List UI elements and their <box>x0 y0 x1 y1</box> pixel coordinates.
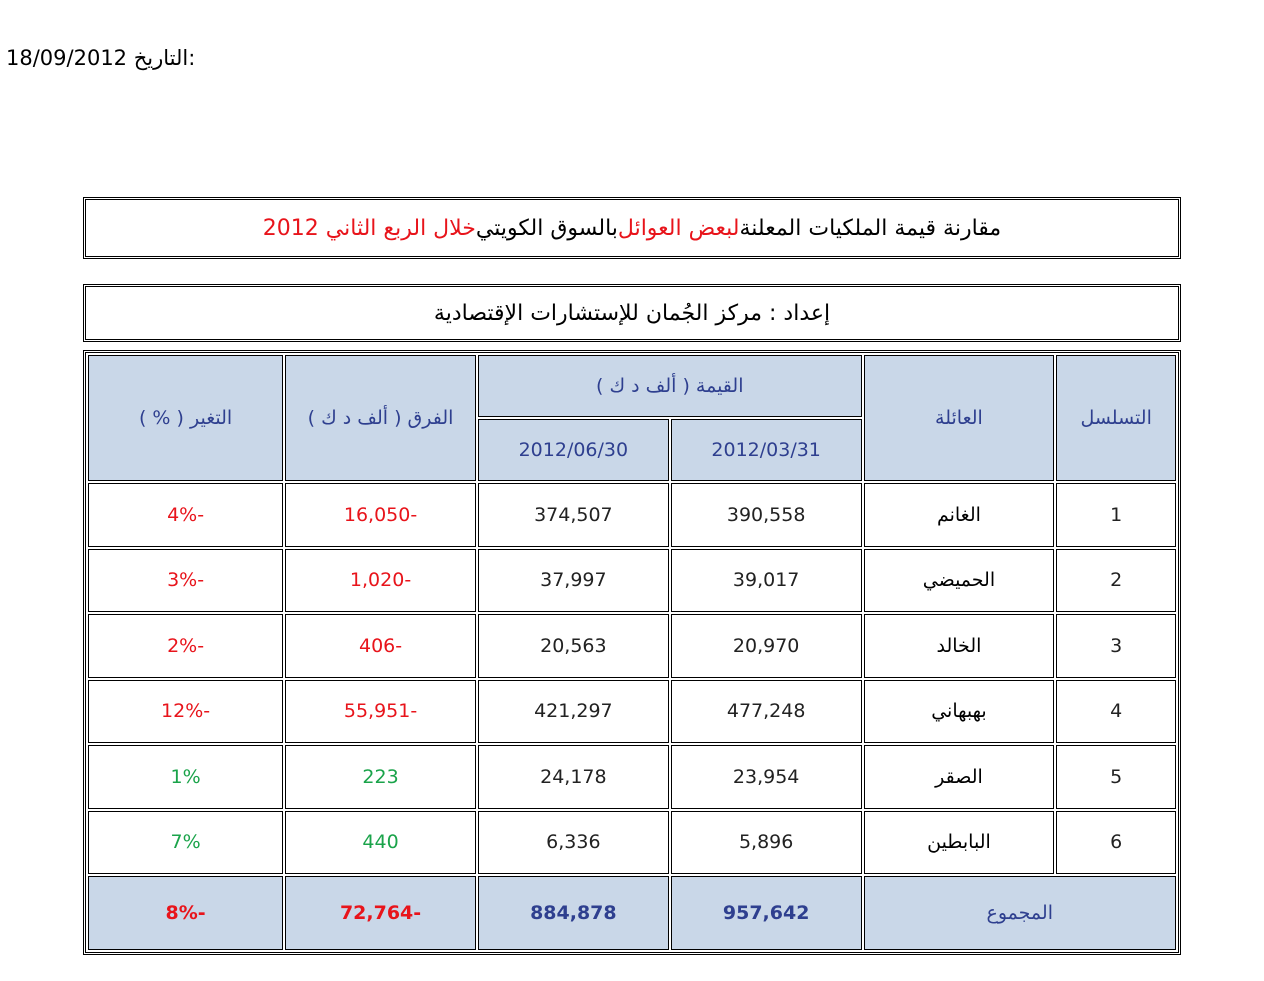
cell-value-1: 390,558 <box>671 483 862 547</box>
header-value-group: القيمة ( ألف د ك ) <box>478 355 862 417</box>
cell-change: -3% <box>88 549 283 613</box>
table-row <box>88 745 1176 809</box>
cell-value-2: 6,336 <box>478 811 669 875</box>
table-row <box>88 549 1176 613</box>
cell-family: بهبهاني <box>864 680 1055 744</box>
cell-change: 1% <box>88 745 283 809</box>
cell-family: الصقر <box>864 745 1055 809</box>
cell-change: -2% <box>88 614 283 678</box>
report-subtitle <box>83 284 1181 342</box>
cell-value-2: 20,563 <box>478 614 669 678</box>
total-value-1: 957,642 <box>671 876 862 950</box>
comparison-table <box>86 353 1178 952</box>
cell-value-2: 24,178 <box>478 745 669 809</box>
cell-change: 7% <box>88 811 283 875</box>
date-label: التاريخ: <box>133 46 196 70</box>
cell-serial: 1 <box>1056 483 1176 547</box>
subtitle-text: إعداد : مركز الجُمان للإستشارات الإقتصادية <box>433 300 831 326</box>
report-title <box>83 197 1181 259</box>
cell-family: الغانم <box>864 483 1055 547</box>
total-row <box>88 876 1176 950</box>
cell-serial: 3 <box>1056 614 1176 678</box>
table-row <box>88 614 1176 678</box>
title-part-4: خلال الربع الثاني 2012 <box>262 215 476 241</box>
title-part-3: بالسوق الكويتي <box>475 215 618 241</box>
cell-value-2: 37,997 <box>478 549 669 613</box>
cell-value-2: 374,507 <box>478 483 669 547</box>
cell-value-1: 20,970 <box>671 614 862 678</box>
total-value-2: 884,878 <box>478 876 669 950</box>
cell-change: -4% <box>88 483 283 547</box>
cell-value-2: 421,297 <box>478 680 669 744</box>
table-row <box>88 811 1176 875</box>
cell-value-1: 5,896 <box>671 811 862 875</box>
cell-serial: 5 <box>1056 745 1176 809</box>
header-difference: الفرق ( ألف د ك ) <box>285 355 476 481</box>
header-date-2: 2012/06/30 <box>478 419 669 481</box>
cell-difference: -406 <box>285 614 476 678</box>
header-family: العائلة <box>864 355 1055 481</box>
header-serial: التسلسل <box>1056 355 1176 481</box>
cell-family: البابطين <box>864 811 1055 875</box>
cell-family: الخالد <box>864 614 1055 678</box>
header-change: التغير ( % ) <box>88 355 283 481</box>
cell-serial: 6 <box>1056 811 1176 875</box>
title-part-2: لبعض العوائل <box>617 215 740 241</box>
cell-difference: -1,020 <box>285 549 476 613</box>
report-date <box>6 46 195 70</box>
cell-difference: -16,050 <box>285 483 476 547</box>
total-difference: -72,764 <box>285 876 476 950</box>
table-row <box>88 680 1176 744</box>
total-change: -8% <box>88 876 283 950</box>
cell-value-1: 23,954 <box>671 745 862 809</box>
comparison-table-frame <box>83 350 1181 955</box>
cell-value-1: 39,017 <box>671 549 862 613</box>
cell-serial: 4 <box>1056 680 1176 744</box>
date-value: 18/09/2012 <box>6 46 128 70</box>
cell-difference: 223 <box>285 745 476 809</box>
header-date-1: 2012/03/31 <box>671 419 862 481</box>
total-label: المجموع <box>864 876 1176 950</box>
cell-family: الحميضي <box>864 549 1055 613</box>
cell-change: -12% <box>88 680 283 744</box>
header-row-1 <box>88 355 1176 417</box>
cell-value-1: 477,248 <box>671 680 862 744</box>
cell-difference: 440 <box>285 811 476 875</box>
cell-serial: 2 <box>1056 549 1176 613</box>
cell-difference: -55,951 <box>285 680 476 744</box>
title-part-1: مقارنة قيمة الملكيات المعلنة <box>739 215 1002 241</box>
table-row <box>88 483 1176 547</box>
